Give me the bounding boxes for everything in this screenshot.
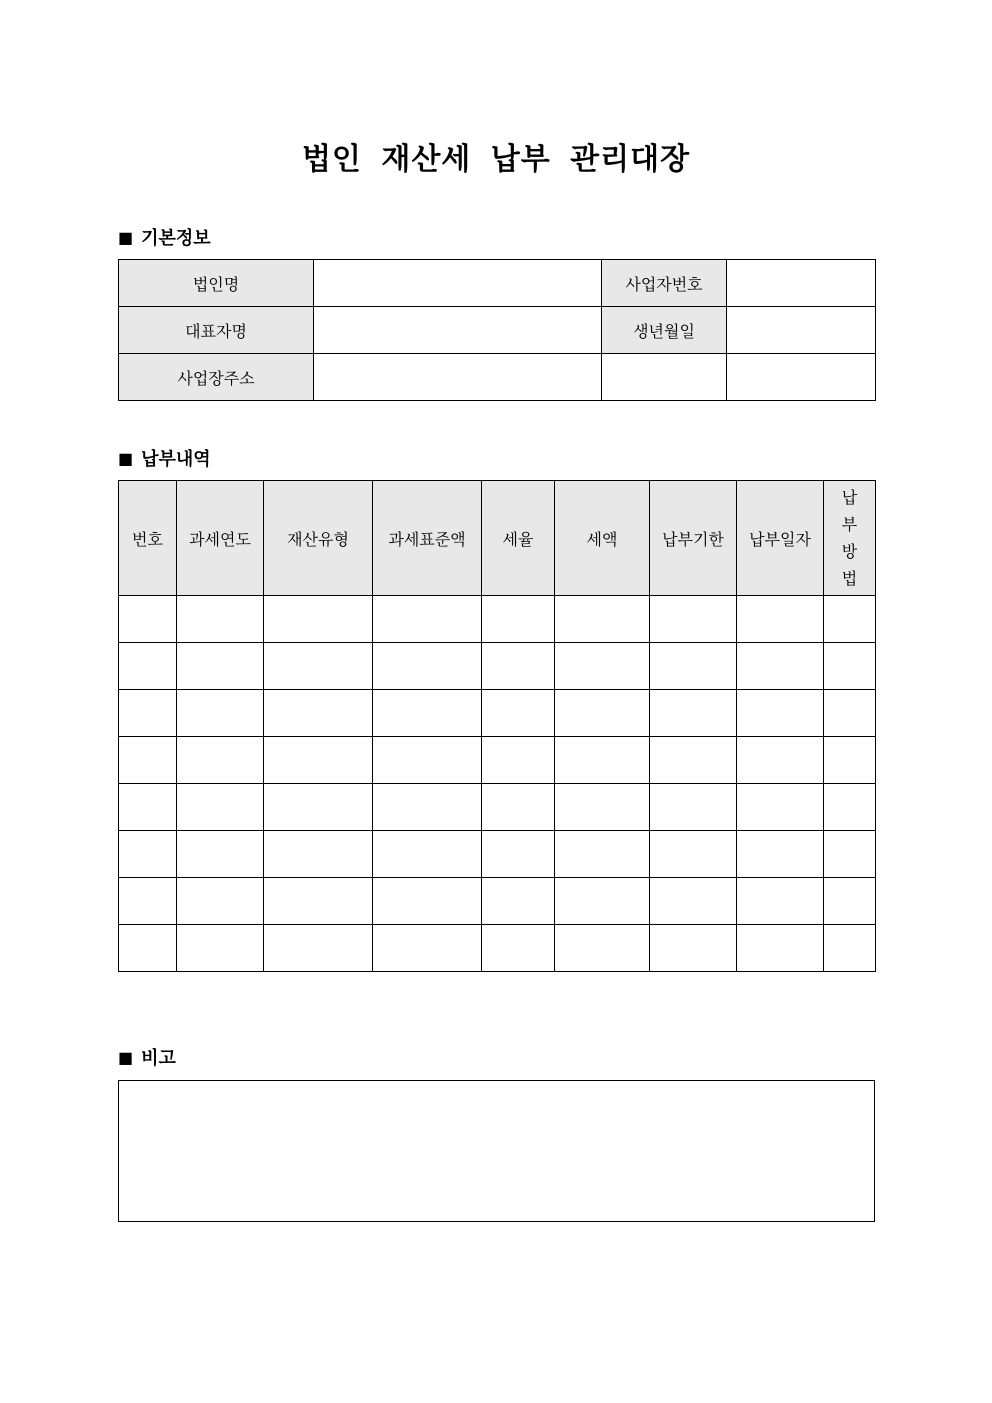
address-label: 사업장주소 <box>119 354 314 401</box>
page-title: 법인 재산세 납부 관리대장 <box>301 142 691 177</box>
payment-cell[interactable] <box>177 596 264 643</box>
payment-cell[interactable] <box>650 831 737 878</box>
payment-cell[interactable] <box>264 925 373 972</box>
payment-cell[interactable] <box>824 784 876 831</box>
payment-cell[interactable] <box>264 643 373 690</box>
payment-header-cell: 납부일자 <box>737 481 824 596</box>
payment-header-cell: 번호 <box>119 481 177 596</box>
payment-cell[interactable] <box>373 831 482 878</box>
payment-cell[interactable] <box>737 737 824 784</box>
section-basic-heading <box>118 224 211 250</box>
payment-cell[interactable] <box>482 784 555 831</box>
payment-row <box>119 925 876 972</box>
payment-cell[interactable] <box>264 690 373 737</box>
payment-header-cell: 세율 <box>482 481 555 596</box>
payment-cell[interactable] <box>482 878 555 925</box>
payment-cell[interactable] <box>482 690 555 737</box>
square-bullet-icon: ■ <box>118 228 134 247</box>
payment-cell[interactable] <box>555 596 650 643</box>
payment-cell[interactable] <box>373 596 482 643</box>
square-bullet-icon: ■ <box>118 449 134 468</box>
payment-row <box>119 878 876 925</box>
remarks-box[interactable] <box>118 1080 875 1222</box>
biz-number-field[interactable] <box>727 260 876 307</box>
payment-row <box>119 831 876 878</box>
payment-cell[interactable] <box>264 737 373 784</box>
payment-cell[interactable] <box>737 878 824 925</box>
payment-cell[interactable] <box>824 737 876 784</box>
payment-header-cell: 재산유형 <box>264 481 373 596</box>
payment-cell[interactable] <box>555 878 650 925</box>
payment-row <box>119 784 876 831</box>
payment-row <box>119 596 876 643</box>
biz-number-label: 사업자번호 <box>602 260 727 307</box>
payment-cell[interactable] <box>373 690 482 737</box>
payment-cell[interactable] <box>737 596 824 643</box>
section-payment-heading <box>118 445 211 471</box>
payment-cell[interactable] <box>177 690 264 737</box>
payment-cell[interactable] <box>650 690 737 737</box>
payment-cell[interactable] <box>737 925 824 972</box>
payment-header-label: 납부방법 <box>841 488 858 588</box>
birthdate-label: 생년월일 <box>602 307 727 354</box>
section-payment-title: 납부내역 <box>141 449 211 470</box>
payment-cell[interactable] <box>482 831 555 878</box>
payment-header-cell <box>824 481 876 596</box>
payment-cell[interactable] <box>824 925 876 972</box>
birthdate-field[interactable] <box>727 307 876 354</box>
payment-cell[interactable] <box>373 737 482 784</box>
basic-info-table <box>118 259 876 401</box>
payment-cell[interactable] <box>650 784 737 831</box>
payment-cell[interactable] <box>119 831 177 878</box>
section-basic-title: 기본정보 <box>141 228 211 249</box>
payment-table <box>118 480 876 972</box>
payment-header-cell: 과세표준액 <box>373 481 482 596</box>
payment-header-cell: 납부기한 <box>650 481 737 596</box>
payment-cell[interactable] <box>650 643 737 690</box>
payment-row <box>119 643 876 690</box>
payment-cell[interactable] <box>482 925 555 972</box>
payment-cell[interactable] <box>824 643 876 690</box>
payment-cell[interactable] <box>373 878 482 925</box>
payment-cell[interactable] <box>555 690 650 737</box>
payment-cell[interactable] <box>555 925 650 972</box>
payment-cell[interactable] <box>264 831 373 878</box>
corp-name-label: 법인명 <box>119 260 314 307</box>
payment-cell[interactable] <box>482 643 555 690</box>
payment-cell[interactable] <box>555 643 650 690</box>
payment-cell[interactable] <box>482 737 555 784</box>
corp-name-field[interactable] <box>314 260 602 307</box>
square-bullet-icon: ■ <box>118 1048 134 1067</box>
payment-cell[interactable] <box>737 831 824 878</box>
payment-cell[interactable] <box>119 596 177 643</box>
payment-cell[interactable] <box>737 784 824 831</box>
payment-cell[interactable] <box>264 784 373 831</box>
payment-cell[interactable] <box>555 737 650 784</box>
payment-cell[interactable] <box>737 690 824 737</box>
payment-cell[interactable] <box>119 643 177 690</box>
payment-cell[interactable] <box>119 737 177 784</box>
payment-row <box>119 737 876 784</box>
payment-cell[interactable] <box>373 784 482 831</box>
payment-row <box>119 690 876 737</box>
payment-cell[interactable] <box>177 878 264 925</box>
payment-cell[interactable] <box>177 643 264 690</box>
payment-cell[interactable] <box>482 596 555 643</box>
payment-cell[interactable] <box>555 831 650 878</box>
payment-cell[interactable] <box>650 737 737 784</box>
payment-cell[interactable] <box>264 878 373 925</box>
payment-cell[interactable] <box>177 831 264 878</box>
extra-value-cell[interactable] <box>727 354 876 401</box>
payment-cell[interactable] <box>119 690 177 737</box>
representative-field[interactable] <box>314 307 602 354</box>
payment-cell[interactable] <box>737 643 824 690</box>
payment-cell[interactable] <box>119 878 177 925</box>
payment-cell[interactable] <box>119 784 177 831</box>
payment-cell[interactable] <box>650 878 737 925</box>
payment-header-cell: 과세연도 <box>177 481 264 596</box>
representative-label: 대표자명 <box>119 307 314 354</box>
payment-cell[interactable] <box>177 784 264 831</box>
payment-cell[interactable] <box>119 925 177 972</box>
payment-header-row <box>119 481 876 596</box>
payment-cell[interactable] <box>555 784 650 831</box>
payment-cell[interactable] <box>824 878 876 925</box>
payment-header-cell: 세액 <box>555 481 650 596</box>
payment-cell[interactable] <box>824 596 876 643</box>
section-remarks-title: 비고 <box>141 1048 176 1069</box>
payment-cell[interactable] <box>650 596 737 643</box>
payment-cell[interactable] <box>177 737 264 784</box>
payment-cell[interactable] <box>177 925 264 972</box>
payment-cell[interactable] <box>264 596 373 643</box>
payment-cell[interactable] <box>373 925 482 972</box>
section-remarks-heading <box>118 1044 176 1070</box>
address-field[interactable] <box>314 354 602 401</box>
payment-cell[interactable] <box>824 690 876 737</box>
extra-label-cell[interactable] <box>602 354 727 401</box>
payment-cell[interactable] <box>650 925 737 972</box>
payment-cell[interactable] <box>373 643 482 690</box>
payment-cell[interactable] <box>824 831 876 878</box>
